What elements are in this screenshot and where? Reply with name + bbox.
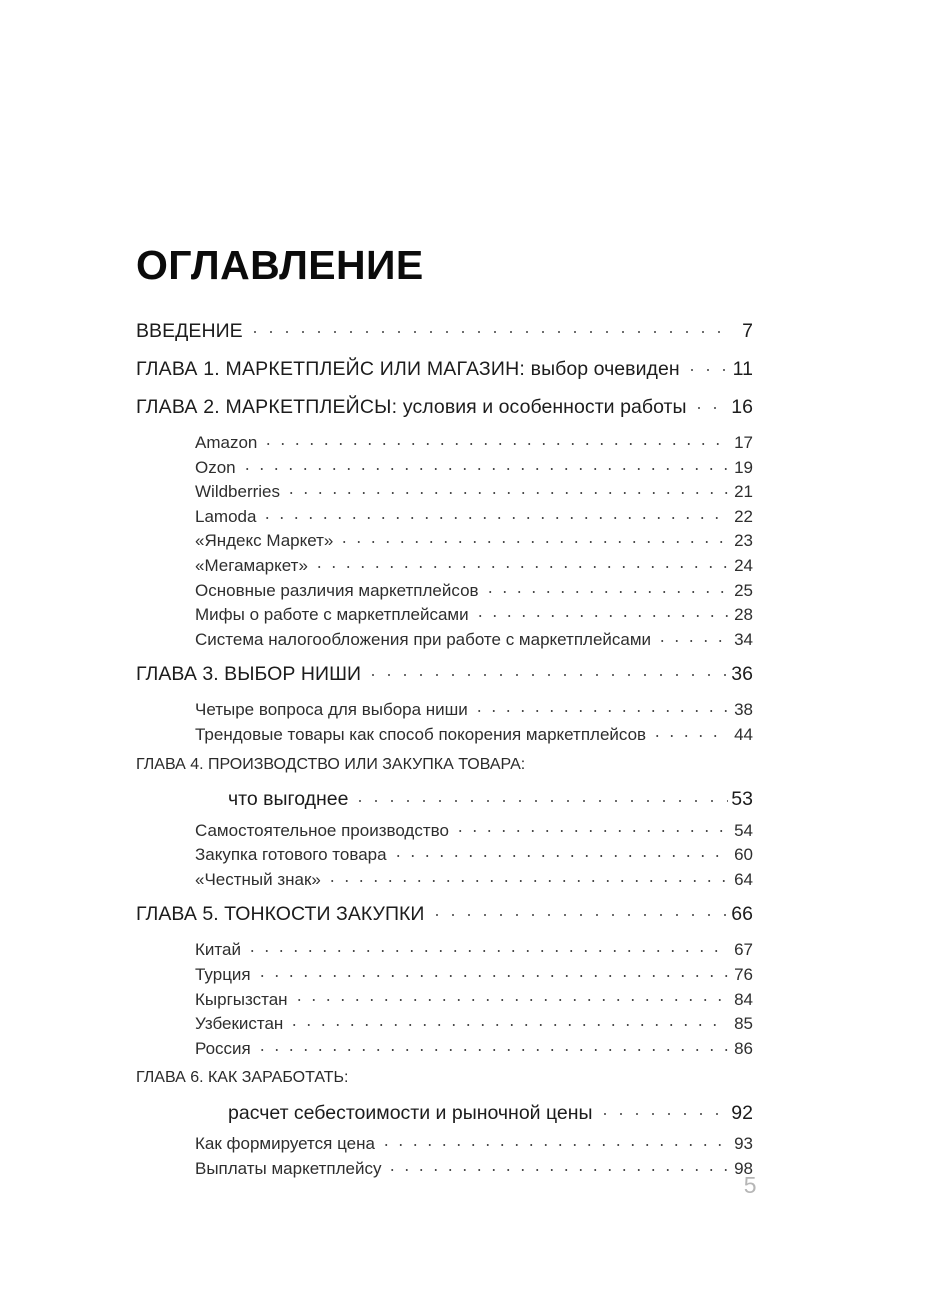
toc-entry-page-number: 84 — [734, 989, 753, 1009]
dot-leader — [597, 1099, 728, 1119]
toc-entry-label: Ozon — [195, 457, 236, 477]
toc-entry-label: Amazon — [195, 433, 258, 452]
toc-sub-entry[interactable] — [136, 505, 753, 530]
dot-leader — [483, 579, 728, 596]
dot-leader — [255, 1037, 728, 1054]
dot-leader — [284, 480, 728, 497]
dot-leader — [379, 1132, 728, 1149]
toc-sub-entry[interactable] — [136, 843, 753, 868]
dot-leader — [650, 723, 728, 740]
dot-leader — [247, 317, 728, 337]
dot-leader — [325, 868, 728, 885]
toc-entry-label — [136, 396, 687, 419]
toc-entry-label: Мифы о работе с маркетплейсами — [195, 605, 469, 625]
toc-entry-label: ГЛАВА 5. ТОНКОСТИ ЗАКУПКИ — [136, 902, 425, 925]
toc-entry-label: Закупка готового товара — [195, 845, 387, 865]
toc-entry-label-caps: ГЛАВА 1. МАРКЕТПЛЕЙС ИЛИ МАГАЗИН: — [136, 357, 531, 380]
toc-entry-page-number: 76 — [734, 964, 753, 984]
toc-entry-label-lower: условия и особенности работы — [402, 395, 687, 418]
dot-leader — [312, 554, 728, 571]
dot-leader — [453, 819, 728, 836]
toc-sub-entry[interactable] — [136, 1012, 753, 1037]
group-spacer — [136, 652, 753, 660]
dot-leader — [385, 1157, 728, 1174]
dot-leader — [261, 431, 728, 448]
toc-entry-page-number: 17 — [734, 433, 753, 452]
toc-sub-entry[interactable] — [136, 938, 753, 963]
toc-entry-page-number: 34 — [734, 629, 753, 649]
toc-entry-page-number: 92 — [731, 1101, 753, 1124]
toc-chapter-entry[interactable] — [136, 786, 753, 819]
toc-chapter-entry[interactable] — [136, 355, 753, 393]
toc-entry-label: ГЛАВА 4. ПРОИЗВОДСТВО ИЛИ ЗАКУПКА ТОВАРА: — [136, 755, 526, 773]
page-number-folio: 5 — [743, 1172, 757, 1198]
toc-sub-entry[interactable] — [136, 579, 753, 604]
dot-leader — [684, 355, 728, 375]
dot-leader — [292, 988, 728, 1005]
toc-entry-label: Узбекистан — [195, 1014, 284, 1034]
toc-entry-page-number: 36 — [731, 662, 753, 685]
toc-chapter-entry[interactable] — [136, 1069, 753, 1099]
toc-entry-label: «Мегамаркет» — [195, 555, 308, 575]
toc-entry-page-number: 22 — [734, 506, 753, 526]
toc-entry-label: ГЛАВА 6. КАК ЗАРАБОТАТЬ: — [136, 1069, 349, 1087]
toc-sub-entry[interactable] — [136, 554, 753, 579]
toc-sub-entry[interactable] — [136, 963, 753, 988]
group-spacer — [136, 892, 753, 900]
toc-sub-entry[interactable] — [136, 698, 753, 723]
toc-chapter-entry[interactable] — [136, 393, 753, 431]
toc-entry-label: Турция — [195, 964, 251, 984]
toc-entry-page-number: 64 — [734, 869, 753, 889]
toc-entry-label: Как формируется цена — [195, 1134, 375, 1154]
dot-leader — [391, 843, 728, 860]
toc-entry-label: Выплаты маркетплейсу — [195, 1158, 382, 1178]
dot-leader — [429, 900, 729, 920]
toc-entry-label: Россия — [195, 1038, 251, 1058]
dot-leader — [472, 698, 728, 715]
toc-entry-label: расчет себестоимости и рыночной цены — [228, 1101, 593, 1124]
toc-entry-label: ВВЕДЕНИЕ — [136, 319, 243, 342]
dot-leader — [352, 786, 728, 806]
toc-sub-entry[interactable] — [136, 868, 753, 893]
toc-entry-label: ГЛАВА 3. ВЫБОР НИШИ — [136, 662, 362, 685]
toc-sub-entry[interactable] — [136, 628, 753, 653]
toc-entry-page-number: 38 — [734, 700, 753, 720]
toc-entry-page-number: 25 — [734, 580, 753, 600]
toc-sub-entry[interactable] — [136, 529, 753, 554]
toc-entry-page-number: 28 — [734, 605, 753, 625]
toc-chapter-entry[interactable] — [136, 660, 753, 698]
page-title: ОГЛАВЛЕНИЕ — [136, 242, 424, 289]
dot-leader — [473, 603, 728, 620]
toc-chapter-entry[interactable] — [136, 900, 753, 938]
toc-entry-label: Китай — [195, 940, 241, 960]
toc-entry-page-number: 60 — [734, 845, 753, 865]
toc-entry-page-number: 21 — [734, 482, 753, 502]
toc-entry-page-number: 66 — [731, 902, 753, 925]
toc-entry-page-number: 54 — [734, 820, 753, 840]
toc-sub-entry[interactable] — [136, 988, 753, 1013]
toc-entry-page-number: 24 — [734, 555, 753, 575]
toc-entry-page-number: 86 — [734, 1038, 753, 1058]
table-of-contents — [136, 317, 753, 1181]
dot-leader — [240, 456, 728, 473]
toc-sub-entry[interactable] — [136, 456, 753, 481]
toc-entry-label: «Яндекс Маркет» — [195, 531, 334, 551]
toc-entry-label-lower: выбор очевиден — [530, 357, 680, 380]
toc-entry-label: Основные различия маркетплейсов — [195, 580, 479, 600]
dot-leader — [691, 393, 728, 413]
dot-leader — [255, 963, 728, 980]
toc-chapter-entry[interactable] — [136, 1099, 753, 1132]
dot-leader — [287, 1012, 728, 1029]
toc-entry-label-caps: ГЛАВА 2. МАРКЕТПЛЕЙСЫ: — [136, 395, 403, 418]
toc-entry-label: Трендовые товары как способ покорения маркетплейсов — [195, 724, 647, 744]
group-spacer — [136, 1061, 753, 1069]
toc-sub-entry[interactable] — [136, 1037, 753, 1062]
toc-entry-label: что выгоднее — [228, 788, 349, 811]
toc-sub-entry[interactable] — [136, 603, 753, 628]
toc-entry-page-number: 44 — [734, 724, 753, 744]
toc-sub-entry[interactable] — [136, 1132, 753, 1157]
dot-leader — [365, 660, 728, 680]
toc-sub-entry[interactable] — [136, 480, 753, 505]
group-spacer — [136, 748, 753, 756]
toc-entry-label: Система налогообложения при работе с маркетплейсами — [195, 629, 652, 649]
dot-leader — [337, 529, 728, 546]
toc-entry-label — [136, 358, 680, 381]
toc-entry-page-number: 23 — [734, 531, 753, 551]
toc-entry-page-number: 7 — [742, 319, 753, 342]
toc-entry-label: Lamoda — [195, 506, 257, 526]
toc-sub-entry[interactable] — [136, 1157, 753, 1182]
toc-sub-entry[interactable] — [136, 431, 753, 456]
dot-leader — [245, 938, 728, 955]
toc-entry-page-number: 19 — [734, 457, 753, 477]
toc-entry-page-number: 53 — [731, 788, 753, 811]
toc-entry-page-number: 98 — [734, 1158, 753, 1178]
dot-leader — [260, 505, 728, 522]
toc-entry-page-number: 16 — [731, 395, 753, 418]
toc-sub-entry[interactable] — [136, 819, 753, 844]
toc-entry-label: Самостоятельное производство — [195, 820, 449, 840]
toc-chapter-entry[interactable] — [136, 756, 753, 786]
toc-entry-page-number: 67 — [734, 940, 753, 960]
toc-entry-label: «Честный знак» — [195, 869, 321, 889]
toc-entry-label: Кыргызстан — [195, 989, 288, 1009]
toc-entry-page-number: 93 — [734, 1134, 753, 1154]
dot-leader — [655, 628, 728, 645]
toc-entry-page-number: 11 — [732, 357, 753, 380]
toc-entry-page-number: 85 — [734, 1014, 753, 1034]
toc-chapter-entry[interactable] — [136, 317, 753, 355]
toc-entry-label: Wildberries — [195, 482, 281, 502]
toc-entry-label: Четыре вопроса для выбора ниши — [195, 700, 468, 720]
toc-sub-entry[interactable] — [136, 723, 753, 748]
